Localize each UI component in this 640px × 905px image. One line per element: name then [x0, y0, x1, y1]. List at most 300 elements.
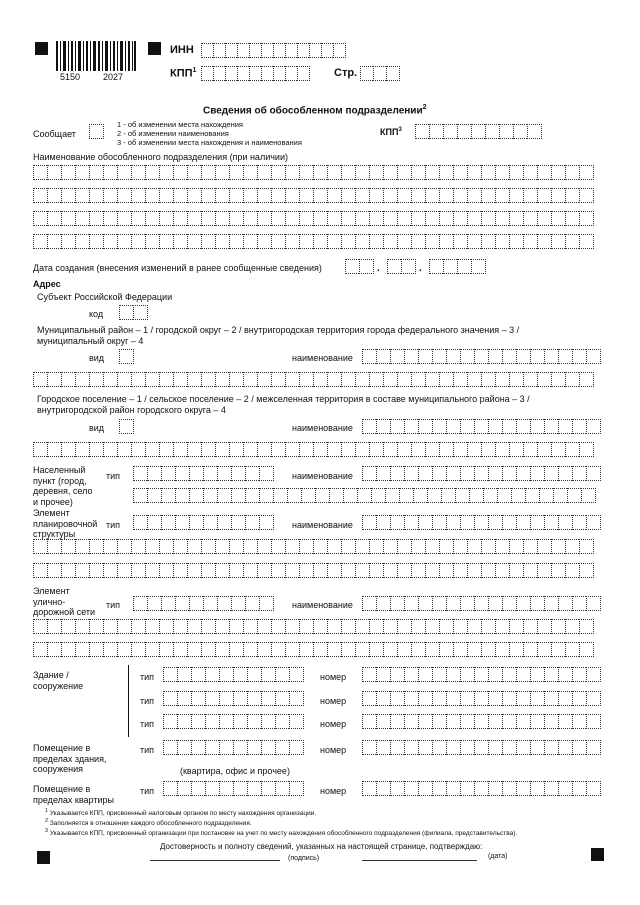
input-cell[interactable]	[362, 781, 376, 796]
input-cell[interactable]	[537, 442, 551, 457]
municipal-name-row-2[interactable]	[33, 372, 594, 387]
input-cell[interactable]	[386, 66, 400, 81]
input-cell[interactable]	[257, 165, 271, 180]
input-cell[interactable]	[201, 188, 215, 203]
input-cell[interactable]	[201, 619, 215, 634]
input-cell[interactable]	[243, 619, 257, 634]
input-cell[interactable]	[313, 211, 327, 226]
input-cell[interactable]	[205, 691, 219, 706]
input-cell[interactable]	[201, 539, 215, 554]
input-cell[interactable]	[163, 714, 177, 729]
input-cell[interactable]	[257, 619, 271, 634]
input-cell[interactable]	[502, 515, 516, 530]
input-cell[interactable]	[474, 596, 488, 611]
input-cell[interactable]	[89, 442, 103, 457]
input-cell[interactable]	[404, 419, 418, 434]
input-cell[interactable]	[285, 234, 299, 249]
input-cell[interactable]	[245, 466, 259, 481]
input-cell[interactable]	[229, 188, 243, 203]
input-cell[interactable]	[411, 563, 425, 578]
input-cell[interactable]	[215, 234, 229, 249]
input-cell[interactable]	[453, 234, 467, 249]
input-cell[interactable]	[390, 419, 404, 434]
input-cell[interactable]	[173, 234, 187, 249]
input-cell[interactable]	[229, 442, 243, 457]
input-cell[interactable]	[327, 372, 341, 387]
input-cell[interactable]	[483, 488, 497, 503]
input-cell[interactable]	[47, 619, 61, 634]
input-cell[interactable]	[243, 234, 257, 249]
input-cell[interactable]	[299, 234, 313, 249]
input-cell[interactable]	[285, 43, 297, 58]
input-cell[interactable]	[537, 372, 551, 387]
input-cell[interactable]	[376, 667, 390, 682]
input-cell[interactable]	[225, 66, 237, 81]
input-cell[interactable]	[495, 563, 509, 578]
input-cell[interactable]	[527, 124, 542, 139]
input-cell[interactable]	[425, 442, 439, 457]
input-cell[interactable]	[581, 488, 596, 503]
signature-line[interactable]	[150, 860, 280, 861]
input-cell[interactable]	[495, 165, 509, 180]
input-cell[interactable]	[460, 349, 474, 364]
input-cell[interactable]	[558, 714, 572, 729]
input-cell[interactable]	[119, 305, 133, 320]
input-cell[interactable]	[558, 667, 572, 682]
input-cell[interactable]	[360, 66, 373, 81]
planning-name-row-2[interactable]	[33, 539, 594, 554]
input-cell[interactable]	[201, 642, 215, 657]
input-cell[interactable]	[439, 234, 453, 249]
input-cell[interactable]	[530, 349, 544, 364]
input-cell[interactable]	[147, 515, 161, 530]
input-cell[interactable]	[446, 419, 460, 434]
input-cell[interactable]	[488, 714, 502, 729]
input-cell[interactable]	[217, 466, 231, 481]
input-cell[interactable]	[497, 488, 511, 503]
input-cell[interactable]	[488, 349, 502, 364]
input-cell[interactable]	[383, 619, 397, 634]
input-cell[interactable]	[516, 466, 530, 481]
input-cell[interactable]	[187, 563, 201, 578]
input-cell[interactable]	[219, 740, 233, 755]
input-cell[interactable]	[418, 349, 432, 364]
input-cell[interactable]	[33, 234, 47, 249]
input-cell[interactable]	[341, 372, 355, 387]
input-cell[interactable]	[413, 488, 427, 503]
input-cell[interactable]	[411, 619, 425, 634]
input-cell[interactable]	[357, 488, 371, 503]
input-cell[interactable]	[439, 211, 453, 226]
input-cell[interactable]	[432, 740, 446, 755]
input-cell[interactable]	[33, 188, 47, 203]
input-cell[interactable]	[579, 165, 594, 180]
input-cell[interactable]	[376, 714, 390, 729]
input-cell[interactable]	[474, 466, 488, 481]
input-cell[interactable]	[537, 539, 551, 554]
input-cell[interactable]	[299, 372, 313, 387]
input-cell[interactable]	[243, 372, 257, 387]
input-cell[interactable]	[215, 188, 229, 203]
input-cell[interactable]	[117, 642, 131, 657]
input-cell[interactable]	[355, 372, 369, 387]
input-cell[interactable]	[203, 488, 217, 503]
input-cell[interactable]	[579, 442, 594, 457]
input-cell[interactable]	[397, 372, 411, 387]
input-cell[interactable]	[523, 234, 537, 249]
input-cell[interactable]	[474, 667, 488, 682]
input-cell[interactable]	[103, 165, 117, 180]
input-cell[interactable]	[75, 234, 89, 249]
input-cell[interactable]	[565, 619, 579, 634]
input-cell[interactable]	[285, 539, 299, 554]
input-cell[interactable]	[61, 442, 75, 457]
input-cell[interactable]	[191, 714, 205, 729]
input-cell[interactable]	[225, 43, 237, 58]
input-cell[interactable]	[327, 642, 341, 657]
input-cell[interactable]	[474, 740, 488, 755]
input-cell[interactable]	[565, 165, 579, 180]
input-cell[interactable]	[205, 781, 219, 796]
input-cell[interactable]	[441, 488, 455, 503]
input-cell[interactable]	[460, 714, 474, 729]
name-row-1[interactable]	[33, 165, 594, 180]
input-cell[interactable]	[215, 642, 229, 657]
building-kind-cells-1[interactable]	[163, 667, 304, 682]
input-cell[interactable]	[446, 781, 460, 796]
input-cell[interactable]	[457, 124, 471, 139]
input-cell[interactable]	[131, 539, 145, 554]
input-cell[interactable]	[537, 165, 551, 180]
input-cell[interactable]	[159, 539, 173, 554]
input-cell[interactable]	[273, 43, 285, 58]
input-cell[interactable]	[509, 442, 523, 457]
input-cell[interactable]	[544, 419, 558, 434]
input-cell[interactable]	[287, 488, 301, 503]
input-cell[interactable]	[425, 211, 439, 226]
input-cell[interactable]	[231, 515, 245, 530]
apartment-kind-cells[interactable]	[163, 781, 304, 796]
input-cell[interactable]	[145, 642, 159, 657]
input-cell[interactable]	[261, 66, 273, 81]
input-cell[interactable]	[439, 188, 453, 203]
input-cell[interactable]	[439, 165, 453, 180]
input-cell[interactable]	[439, 372, 453, 387]
input-cell[interactable]	[411, 372, 425, 387]
input-cell[interactable]	[313, 539, 327, 554]
input-cell[interactable]	[481, 642, 495, 657]
input-cell[interactable]	[397, 563, 411, 578]
input-cell[interactable]	[229, 539, 243, 554]
input-cell[interactable]	[369, 165, 383, 180]
input-cell[interactable]	[75, 442, 89, 457]
input-cell[interactable]	[390, 515, 404, 530]
input-cell[interactable]	[551, 372, 565, 387]
input-cell[interactable]	[369, 539, 383, 554]
input-cell[interactable]	[271, 211, 285, 226]
input-cell[interactable]	[297, 43, 309, 58]
input-cell[interactable]	[397, 642, 411, 657]
locality-kind-cells[interactable]	[133, 466, 274, 481]
input-cell[interactable]	[425, 539, 439, 554]
input-cell[interactable]	[579, 211, 594, 226]
input-cell[interactable]	[117, 234, 131, 249]
input-cell[interactable]	[509, 165, 523, 180]
input-cell[interactable]	[131, 442, 145, 457]
input-cell[interactable]	[229, 372, 243, 387]
input-cell[interactable]	[261, 667, 275, 682]
input-cell[interactable]	[187, 188, 201, 203]
input-cell[interactable]	[299, 442, 313, 457]
input-cell[interactable]	[586, 349, 601, 364]
input-cell[interactable]	[161, 466, 175, 481]
building-kind-cells-3[interactable]	[163, 714, 304, 729]
input-cell[interactable]	[47, 165, 61, 180]
input-cell[interactable]	[558, 349, 572, 364]
input-cell[interactable]	[145, 372, 159, 387]
input-cell[interactable]	[481, 619, 495, 634]
input-cell[interactable]	[376, 349, 390, 364]
input-cell[interactable]	[173, 372, 187, 387]
input-cell[interactable]	[460, 596, 474, 611]
input-cell[interactable]	[418, 691, 432, 706]
input-cell[interactable]	[551, 619, 565, 634]
input-cell[interactable]	[495, 211, 509, 226]
input-cell[interactable]	[271, 619, 285, 634]
input-cell[interactable]	[516, 691, 530, 706]
input-cell[interactable]	[313, 619, 327, 634]
input-cell[interactable]	[273, 488, 287, 503]
input-cell[interactable]	[187, 619, 201, 634]
input-cell[interactable]	[432, 596, 446, 611]
input-cell[interactable]	[390, 466, 404, 481]
input-cell[interactable]	[219, 691, 233, 706]
input-cell[interactable]	[313, 372, 327, 387]
input-cell[interactable]	[177, 714, 191, 729]
input-cell[interactable]	[261, 691, 275, 706]
input-cell[interactable]	[523, 539, 537, 554]
input-cell[interactable]	[544, 740, 558, 755]
input-cell[interactable]	[247, 667, 261, 682]
input-cell[interactable]	[233, 781, 247, 796]
input-cell[interactable]	[509, 563, 523, 578]
settlement-name-row-1[interactable]	[362, 419, 601, 434]
input-cell[interactable]	[205, 740, 219, 755]
input-cell[interactable]	[523, 165, 537, 180]
page-cells[interactable]	[360, 66, 400, 81]
input-cell[interactable]	[455, 488, 469, 503]
input-cell[interactable]	[369, 188, 383, 203]
input-cell[interactable]	[586, 714, 601, 729]
input-cell[interactable]	[362, 667, 376, 682]
input-cell[interactable]	[362, 419, 376, 434]
input-cell[interactable]	[243, 211, 257, 226]
input-cell[interactable]	[544, 667, 558, 682]
planning-kind-cells[interactable]	[133, 515, 274, 530]
input-cell[interactable]	[117, 211, 131, 226]
input-cell[interactable]	[530, 714, 544, 729]
input-cell[interactable]	[530, 466, 544, 481]
input-cell[interactable]	[341, 563, 355, 578]
input-cell[interactable]	[439, 563, 453, 578]
input-cell[interactable]	[173, 165, 187, 180]
input-cell[interactable]	[411, 234, 425, 249]
input-cell[interactable]	[429, 259, 443, 274]
input-cell[interactable]	[397, 165, 411, 180]
input-cell[interactable]	[159, 642, 173, 657]
input-cell[interactable]	[551, 642, 565, 657]
input-cell[interactable]	[203, 596, 217, 611]
input-cell[interactable]	[117, 619, 131, 634]
input-cell[interactable]	[145, 539, 159, 554]
input-cell[interactable]	[215, 563, 229, 578]
date-year-cells[interactable]	[429, 259, 486, 274]
input-cell[interactable]	[173, 642, 187, 657]
input-cell[interactable]	[237, 66, 249, 81]
input-cell[interactable]	[383, 442, 397, 457]
input-cell[interactable]	[397, 211, 411, 226]
input-cell[interactable]	[103, 619, 117, 634]
input-cell[interactable]	[572, 740, 586, 755]
input-cell[interactable]	[89, 372, 103, 387]
input-cell[interactable]	[509, 619, 523, 634]
input-cell[interactable]	[516, 596, 530, 611]
input-cell[interactable]	[474, 691, 488, 706]
input-cell[interactable]	[530, 691, 544, 706]
input-cell[interactable]	[488, 515, 502, 530]
input-cell[interactable]	[191, 691, 205, 706]
input-cell[interactable]	[516, 419, 530, 434]
street-name-row-2[interactable]	[33, 619, 594, 634]
municipal-name-row-1[interactable]	[362, 349, 601, 364]
planning-name-row-1[interactable]	[362, 515, 601, 530]
input-cell[interactable]	[133, 596, 147, 611]
date-signature-line[interactable]	[362, 860, 477, 861]
input-cell[interactable]	[187, 539, 201, 554]
input-cell[interactable]	[47, 211, 61, 226]
input-cell[interactable]	[117, 539, 131, 554]
input-cell[interactable]	[271, 642, 285, 657]
input-cell[interactable]	[343, 488, 357, 503]
apartment-number-cells[interactable]	[362, 781, 601, 796]
input-cell[interactable]	[390, 596, 404, 611]
input-cell[interactable]	[474, 714, 488, 729]
input-cell[interactable]	[261, 714, 275, 729]
building-number-cells-1[interactable]	[362, 667, 601, 682]
input-cell[interactable]	[285, 165, 299, 180]
input-cell[interactable]	[390, 740, 404, 755]
input-cell[interactable]	[586, 691, 601, 706]
input-cell[interactable]	[544, 691, 558, 706]
input-cell[interactable]	[33, 372, 47, 387]
input-cell[interactable]	[418, 515, 432, 530]
input-cell[interactable]	[315, 488, 329, 503]
input-cell[interactable]	[341, 234, 355, 249]
input-cell[interactable]	[404, 515, 418, 530]
input-cell[interactable]	[261, 740, 275, 755]
input-cell[interactable]	[341, 211, 355, 226]
input-cell[interactable]	[565, 563, 579, 578]
input-cell[interactable]	[285, 442, 299, 457]
input-cell[interactable]	[432, 466, 446, 481]
input-cell[interactable]	[516, 667, 530, 682]
input-cell[interactable]	[177, 781, 191, 796]
input-cell[interactable]	[404, 466, 418, 481]
input-cell[interactable]	[544, 714, 558, 729]
input-cell[interactable]	[187, 211, 201, 226]
input-cell[interactable]	[299, 563, 313, 578]
input-cell[interactable]	[217, 596, 231, 611]
input-cell[interactable]	[586, 667, 601, 682]
input-cell[interactable]	[313, 165, 327, 180]
input-cell[interactable]	[572, 691, 586, 706]
input-cell[interactable]	[369, 563, 383, 578]
input-cell[interactable]	[572, 596, 586, 611]
input-cell[interactable]	[173, 211, 187, 226]
input-cell[interactable]	[159, 442, 173, 457]
inn-cells[interactable]	[201, 43, 346, 58]
input-cell[interactable]	[432, 714, 446, 729]
input-cell[interactable]	[177, 691, 191, 706]
input-cell[interactable]	[565, 372, 579, 387]
input-cell[interactable]	[474, 515, 488, 530]
input-cell[interactable]	[259, 466, 274, 481]
input-cell[interactable]	[47, 234, 61, 249]
input-cell[interactable]	[175, 596, 189, 611]
input-cell[interactable]	[432, 349, 446, 364]
input-cell[interactable]	[341, 539, 355, 554]
input-cell[interactable]	[333, 43, 346, 58]
input-cell[interactable]	[579, 619, 594, 634]
input-cell[interactable]	[257, 188, 271, 203]
input-cell[interactable]	[460, 419, 474, 434]
input-cell[interactable]	[453, 188, 467, 203]
input-cell[interactable]	[387, 259, 401, 274]
input-cell[interactable]	[147, 466, 161, 481]
input-cell[interactable]	[355, 539, 369, 554]
input-cell[interactable]	[537, 234, 551, 249]
input-cell[interactable]	[75, 165, 89, 180]
input-cell[interactable]	[355, 619, 369, 634]
input-cell[interactable]	[579, 563, 594, 578]
input-cell[interactable]	[439, 642, 453, 657]
municipal-type-cell[interactable]	[119, 349, 134, 364]
input-cell[interactable]	[579, 234, 594, 249]
input-cell[interactable]	[249, 43, 261, 58]
input-cell[interactable]	[523, 642, 537, 657]
input-cell[interactable]	[467, 619, 481, 634]
input-cell[interactable]	[341, 188, 355, 203]
input-cell[interactable]	[189, 488, 203, 503]
input-cell[interactable]	[327, 442, 341, 457]
input-cell[interactable]	[362, 466, 376, 481]
input-cell[interactable]	[558, 466, 572, 481]
date-day-cells[interactable]	[345, 259, 374, 274]
input-cell[interactable]	[467, 165, 481, 180]
name-row-4[interactable]	[33, 234, 594, 249]
input-cell[interactable]	[355, 563, 369, 578]
locality-name-row-1[interactable]	[362, 466, 601, 481]
input-cell[interactable]	[75, 619, 89, 634]
input-cell[interactable]	[376, 740, 390, 755]
input-cell[interactable]	[502, 740, 516, 755]
input-cell[interactable]	[432, 781, 446, 796]
input-cell[interactable]	[285, 211, 299, 226]
input-cell[interactable]	[175, 466, 189, 481]
input-cell[interactable]	[247, 691, 261, 706]
input-cell[interactable]	[537, 188, 551, 203]
input-cell[interactable]	[275, 691, 289, 706]
